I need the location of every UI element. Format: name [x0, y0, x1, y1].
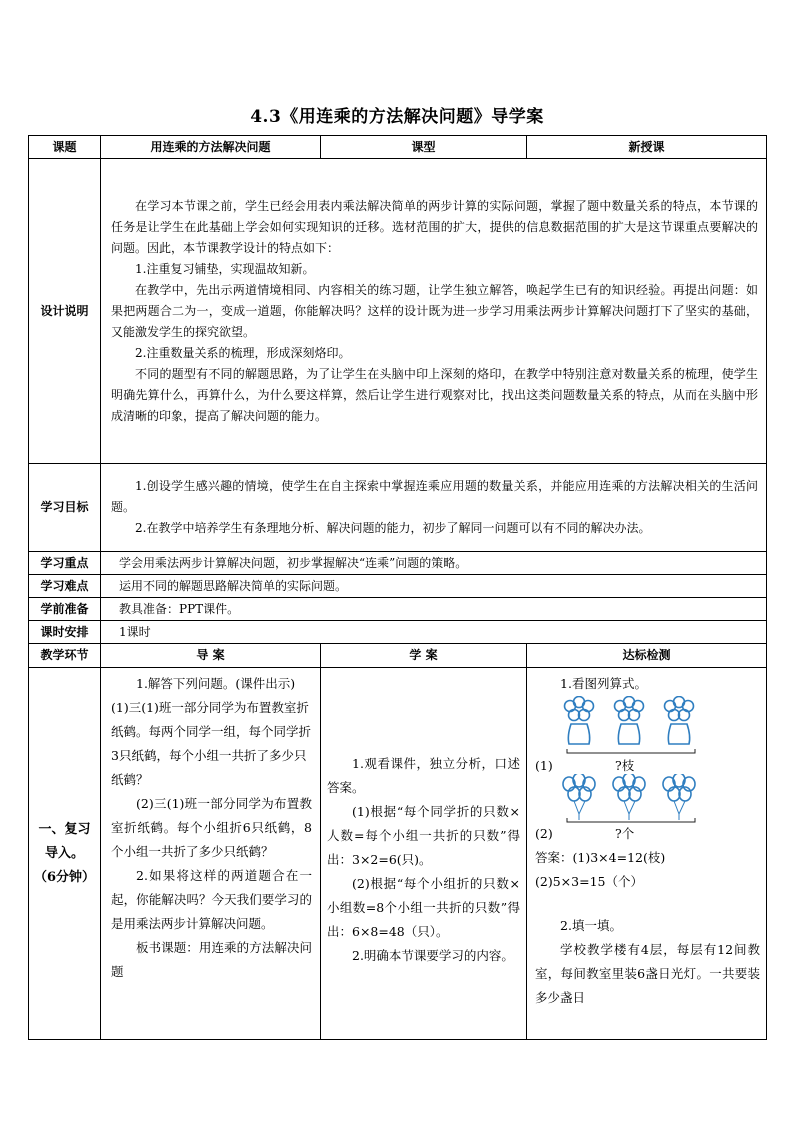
section1-stage	[29, 668, 101, 1040]
guide-paragraph: (2)三(1)班一部分同学为布置教室折纸鹤。每个小组折6只纸鹤，8个小组一共折了多少只纸鹤？	[111, 796, 312, 859]
preparation-row	[29, 598, 767, 621]
answer2: (2)5×3=15（个）	[535, 874, 643, 889]
difficulties-label: 学习难点	[29, 575, 101, 598]
answer1: 答案：(1)3×4=12(枝)	[535, 850, 666, 865]
key-points-text: 学会用乘法两步计算解决问题，初步掌握解决“连乘”问题的策略。	[101, 552, 767, 575]
goals-label: 学习目标	[29, 464, 101, 552]
goal-paragraph: 2.在教学中培养学生有条理地分析、解决问题的能力，初步了解同一问题可以有不同的解决办法。	[135, 521, 651, 535]
preparation-label: 学前准备	[29, 598, 101, 621]
section1-row	[29, 668, 767, 1040]
check-item2: 2.填一填。	[560, 918, 622, 933]
study-paragraph: 1.观看课件，独立分析，口述答案。	[327, 756, 521, 795]
section1-check	[527, 668, 767, 1040]
goal-paragraph: 1.创设学生感兴趣的情境，使学生在自主探索中掌握连乘应用题的数量关系，并能应用连乘的方法解决相关的生活问题。	[111, 479, 759, 514]
figure1-caption	[535, 754, 760, 774]
schedule-label: 课时安排	[29, 621, 101, 644]
figure2-number: (2)	[535, 826, 553, 841]
design-content	[101, 159, 767, 464]
goals-row	[29, 464, 767, 552]
study-paragraph: 2.明确本节课要学习的内容。	[352, 948, 514, 963]
guide-paragraph: 板书课题：用连乘的方法解决问题	[111, 940, 312, 979]
difficulties-row	[29, 575, 767, 598]
type-label: 课型	[321, 136, 527, 159]
design-row	[29, 159, 767, 464]
study-header: 学 案	[321, 644, 527, 668]
document-title: 4.3《用连乘的方法解决问题》导学案	[250, 107, 544, 127]
vase-flowers-icon	[535, 696, 755, 762]
section1-guide	[101, 668, 321, 1040]
flower-vases-figure	[535, 696, 760, 762]
guide-paragraph: 1.解答下列问题。(课件出示)	[136, 676, 296, 691]
stage-line: 一、复习	[38, 821, 91, 837]
stage-line: 导入。	[44, 845, 84, 861]
design-paragraph: 不同的题型有不同的解题思路，为了让学生在头脑中印上深刻的烙印，在教学中特别注意对数量关系的梳理，使学生明确先算什么，再算什么，为什么要这样算，然后让学生进行观察对比，找出这类问题数量关系的特点，从而在头脑中形成清晰的印象，提高了解决问题的能力。	[111, 366, 759, 423]
design-paragraph: 在教学中，先出示两道情境相同、内容相关的练习题，让学生独立解答，唤起学生已有的知识经验。再提出问题：如果把两题合二为一，变成一道题，你能解决吗？这样的设计既为进一步学习用乘法两步计算解决问题打下了坚实的基础，又能激发学生的探究欲望。	[111, 282, 759, 339]
design-label: 设计说明	[29, 159, 101, 464]
key-points-row	[29, 552, 767, 575]
check-item1: 1.看图列算式。	[560, 676, 647, 691]
key-points-label: 学习重点	[29, 552, 101, 575]
section1-study	[321, 668, 527, 1040]
check-item2-text: 学校教学楼有4层，每层有12间教室，每间教室里装6盏日光灯。一共要装多少盏日	[535, 942, 761, 1005]
lesson-label: 课题	[29, 136, 101, 159]
study-paragraph: (1)根据“每个同学折的只数×人数=每个小组一共折的只数”得出：3×2=6(只)。	[327, 804, 521, 867]
difficulties-text: 运用不同的解题思路解决简单的实际问题。	[101, 575, 767, 598]
study-paragraph: (2)根据“每个小组折的只数×小组数=8个小组一共折的只数”得出：6×8=48（只）。	[327, 876, 521, 939]
guide-paragraph: (1)三(1)班一部分同学为布置教室折纸鹤。每两个同学一组，每个同学折3只纸鹤，每个小组一共折了多少只纸鹤？	[111, 700, 312, 787]
figure2-caption	[535, 822, 760, 842]
figure1-number: (1)	[535, 758, 553, 773]
header-row	[29, 136, 767, 159]
stage-header: 教学环节	[29, 644, 101, 668]
check-header: 达标检测	[527, 644, 767, 668]
figure2-label: ?个	[615, 826, 635, 841]
schedule-text: 1课时	[101, 621, 767, 644]
figure1-label: ?枝	[615, 758, 635, 773]
guide-paragraph: 2.如果将这样的两道题合在一起，你能解决吗？今天我们要学习的是用乘法两步计算解决问题。	[111, 868, 312, 931]
goals-content	[101, 464, 767, 552]
guide-header: 导 案	[101, 644, 321, 668]
lesson-plan-table	[28, 135, 767, 1040]
design-paragraph: 2.注重数量关系的梳理，形成深刻烙印。	[135, 345, 351, 360]
column-header-row	[29, 644, 767, 668]
stage-line: （6分钟）	[33, 869, 96, 885]
preparation-text: 教具准备：PPT课件。	[101, 598, 767, 621]
design-paragraph: 1.注重复习铺垫，实现温故知新。	[135, 261, 315, 276]
design-paragraph: 在学习本节课之前，学生已经会用表内乘法解决简单的两步计算的实际问题，掌握了题中数量关系的特点，本节课的任务是让学生在此基础上学会如何实现知识的迁移。选材范围的扩大，提供的信息数据范围的扩大是这节课重点要解决的问题。因此，本节课教学设计的特点如下：	[111, 198, 759, 255]
lesson-value: 用连乘的方法解决问题	[101, 136, 321, 159]
type-value: 新授课	[527, 136, 767, 159]
schedule-row	[29, 621, 767, 644]
